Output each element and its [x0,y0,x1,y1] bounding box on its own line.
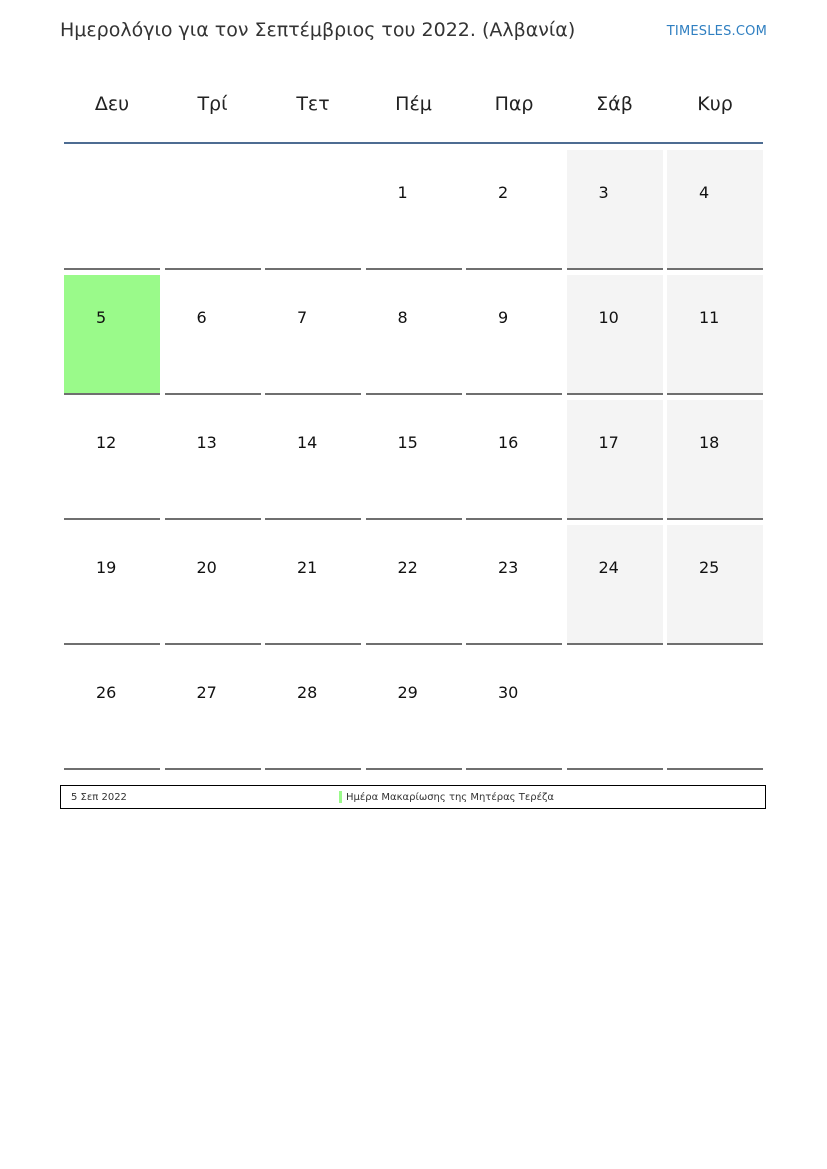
day-cell [165,150,261,270]
day-number: 14 [297,433,318,452]
day-cell-empty [567,650,663,770]
day-cell [265,400,361,520]
day-cell [466,650,562,770]
weekday-label: Σάβ [596,93,633,115]
day-number: 2 [498,183,509,202]
day-cell-weekend [567,275,663,395]
day-number: 23 [498,558,519,577]
day-number: 21 [297,558,318,577]
day-cell [366,650,462,770]
day-cell [366,525,462,645]
day-cell [64,400,160,520]
weekday-label: Παρ [494,93,534,115]
day-number: 13 [196,433,217,452]
calendar-grid [64,150,763,770]
day-cell [64,650,160,770]
day-number: 20 [196,558,217,577]
weekday-label: Τετ [296,93,330,115]
day-cell [366,150,462,270]
holiday-color-swatch [339,791,342,803]
day-cell-weekend [567,400,663,520]
day-cell-weekend [567,150,663,270]
holiday-legend [60,785,766,809]
day-cell [265,275,361,395]
weekday-label: Τρί [197,93,228,115]
day-number: 27 [196,683,217,702]
day-cell [165,275,261,395]
day-cell-weekend [567,525,663,645]
day-number: 8 [397,308,408,327]
day-number: 7 [297,308,308,327]
day-cell [466,400,562,520]
legend-date: 5 Σεπ 2022 [71,792,127,803]
day-cell [265,525,361,645]
weekday-label: Πέμ [395,93,432,115]
legend-holiday-name: Ημέρα Μακαρίωσης της Μητέρας Τερέζα [346,792,555,803]
day-number: 12 [96,433,117,452]
day-number: 1 [397,183,408,202]
day-cell [366,275,462,395]
day-number: 26 [96,683,117,702]
day-cell [265,150,361,270]
day-cell [466,150,562,270]
day-cell [64,150,160,270]
day-cell-weekend [667,400,763,520]
day-cell-weekend [667,150,763,270]
day-number: 19 [96,558,117,577]
day-number: 9 [498,308,509,327]
header-divider [64,142,763,144]
brand-link[interactable]: TIMESLES.COM [666,24,767,39]
day-cell-holiday [64,275,160,395]
day-number: 17 [598,433,619,452]
weekday-header [64,80,763,128]
day-cell [165,525,261,645]
day-number: 4 [699,183,710,202]
day-cell [366,400,462,520]
day-number: 22 [397,558,418,577]
day-number: 6 [196,308,207,327]
day-number: 16 [498,433,519,452]
day-number: 24 [598,558,619,577]
day-cell-weekend [667,275,763,395]
day-number: 28 [297,683,318,702]
weekday-label: Κυρ [697,93,733,115]
day-cell [165,400,261,520]
day-number: 10 [598,308,619,327]
day-number: 11 [699,308,720,327]
day-cell [64,525,160,645]
day-number: 18 [699,433,720,452]
weekday-label: Δευ [94,93,130,115]
day-cell [165,650,261,770]
day-number: 29 [397,683,418,702]
day-cell-weekend [667,525,763,645]
day-cell [466,275,562,395]
page-title: Ημερολόγιο για τον Σεπτέμβριος του 2022. (Αλβανία) [60,19,576,41]
day-number: 5 [96,308,107,327]
day-number: 30 [498,683,519,702]
day-cell-empty [667,650,763,770]
day-cell [466,525,562,645]
day-number: 15 [397,433,418,452]
day-cell [265,650,361,770]
day-number: 3 [598,183,609,202]
day-number: 25 [699,558,720,577]
